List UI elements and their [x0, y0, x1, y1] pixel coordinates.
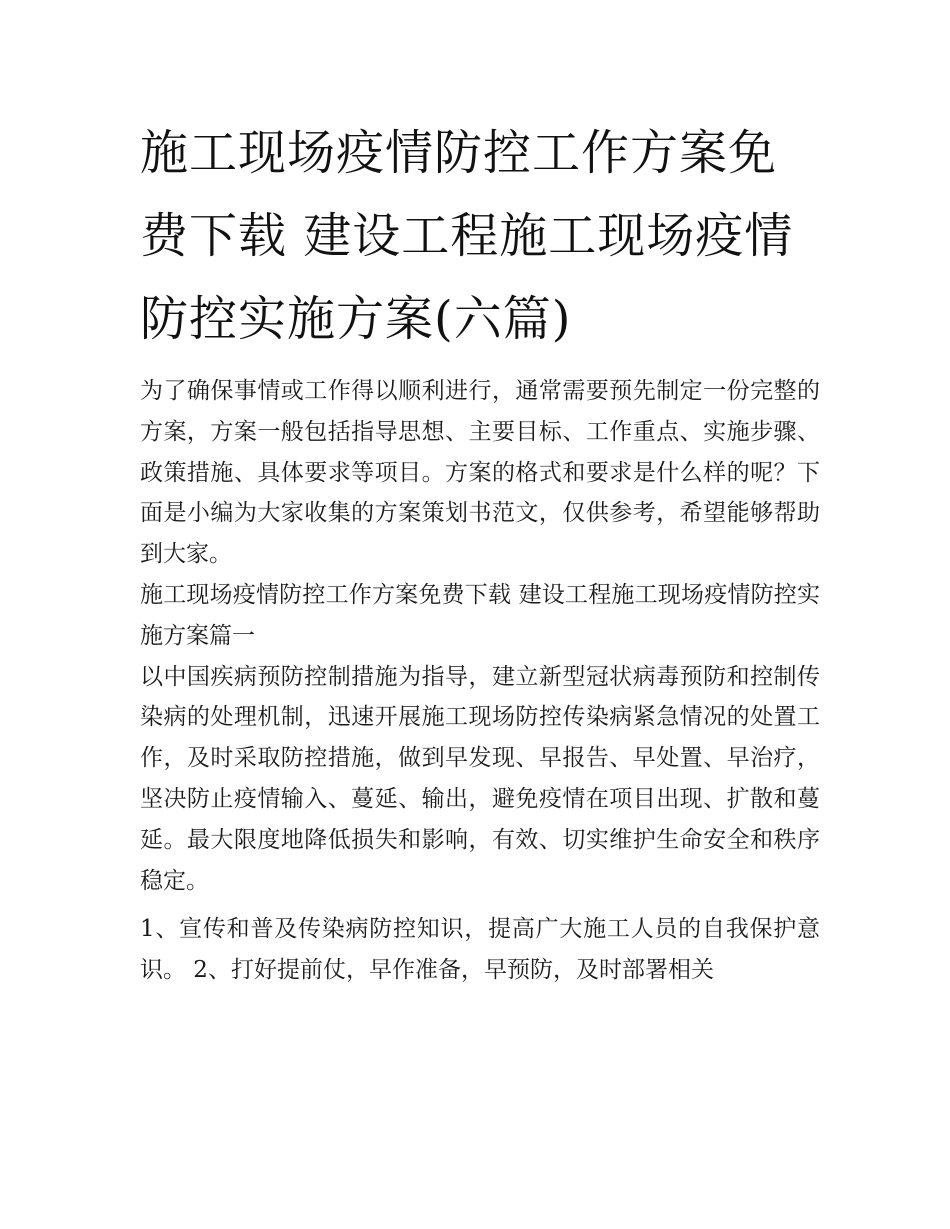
title-block	[140, 112, 820, 361]
section-title: 施工现场疫情防控工作方案免费下载 建设工程施工现场疫情防控实施方案篇一	[140, 581, 820, 649]
list-paragraph: 1、宣传和普及传染病防控知识，提高广大施工人员的自我保护意识。 2、打好提前仗，早作准备，早预防，及时部署相关	[140, 916, 820, 984]
document-content	[140, 112, 820, 991]
intro-paragraph: 为了确保事情或工作得以顺利进行，通常需要预先制定一份完整的方案，方案一般包括指导思想、主要目标、工作重点、实施步骤、政策措施、具体要求等项目。方案的格式和要求是什么样的呢？下面是小编为大家收集的方案策划书范文，仅供参考，希望能够帮助到大家。	[140, 378, 820, 568]
document-title: 施工现场疫情防控工作方案免费下载 建设工程施工现场疫情防控实施方案(六篇)	[140, 125, 794, 347]
body-paragraph: 以中国疾病预防控制措施为指导，建立新型冠状病毒预防和控制传染病的处理机制，迅速开展施工现场防控传染病紧急情况的处置工作，及时采取防控措施，做到早发现、早报告、早处置、早治疗，坚决防止疫情输入、蔓延、输出，避免疫情在项目出现、扩散和蔓延。最大限度地降低损失和影响，有效、切实维护生命安全和秩序稳定。	[140, 663, 820, 894]
